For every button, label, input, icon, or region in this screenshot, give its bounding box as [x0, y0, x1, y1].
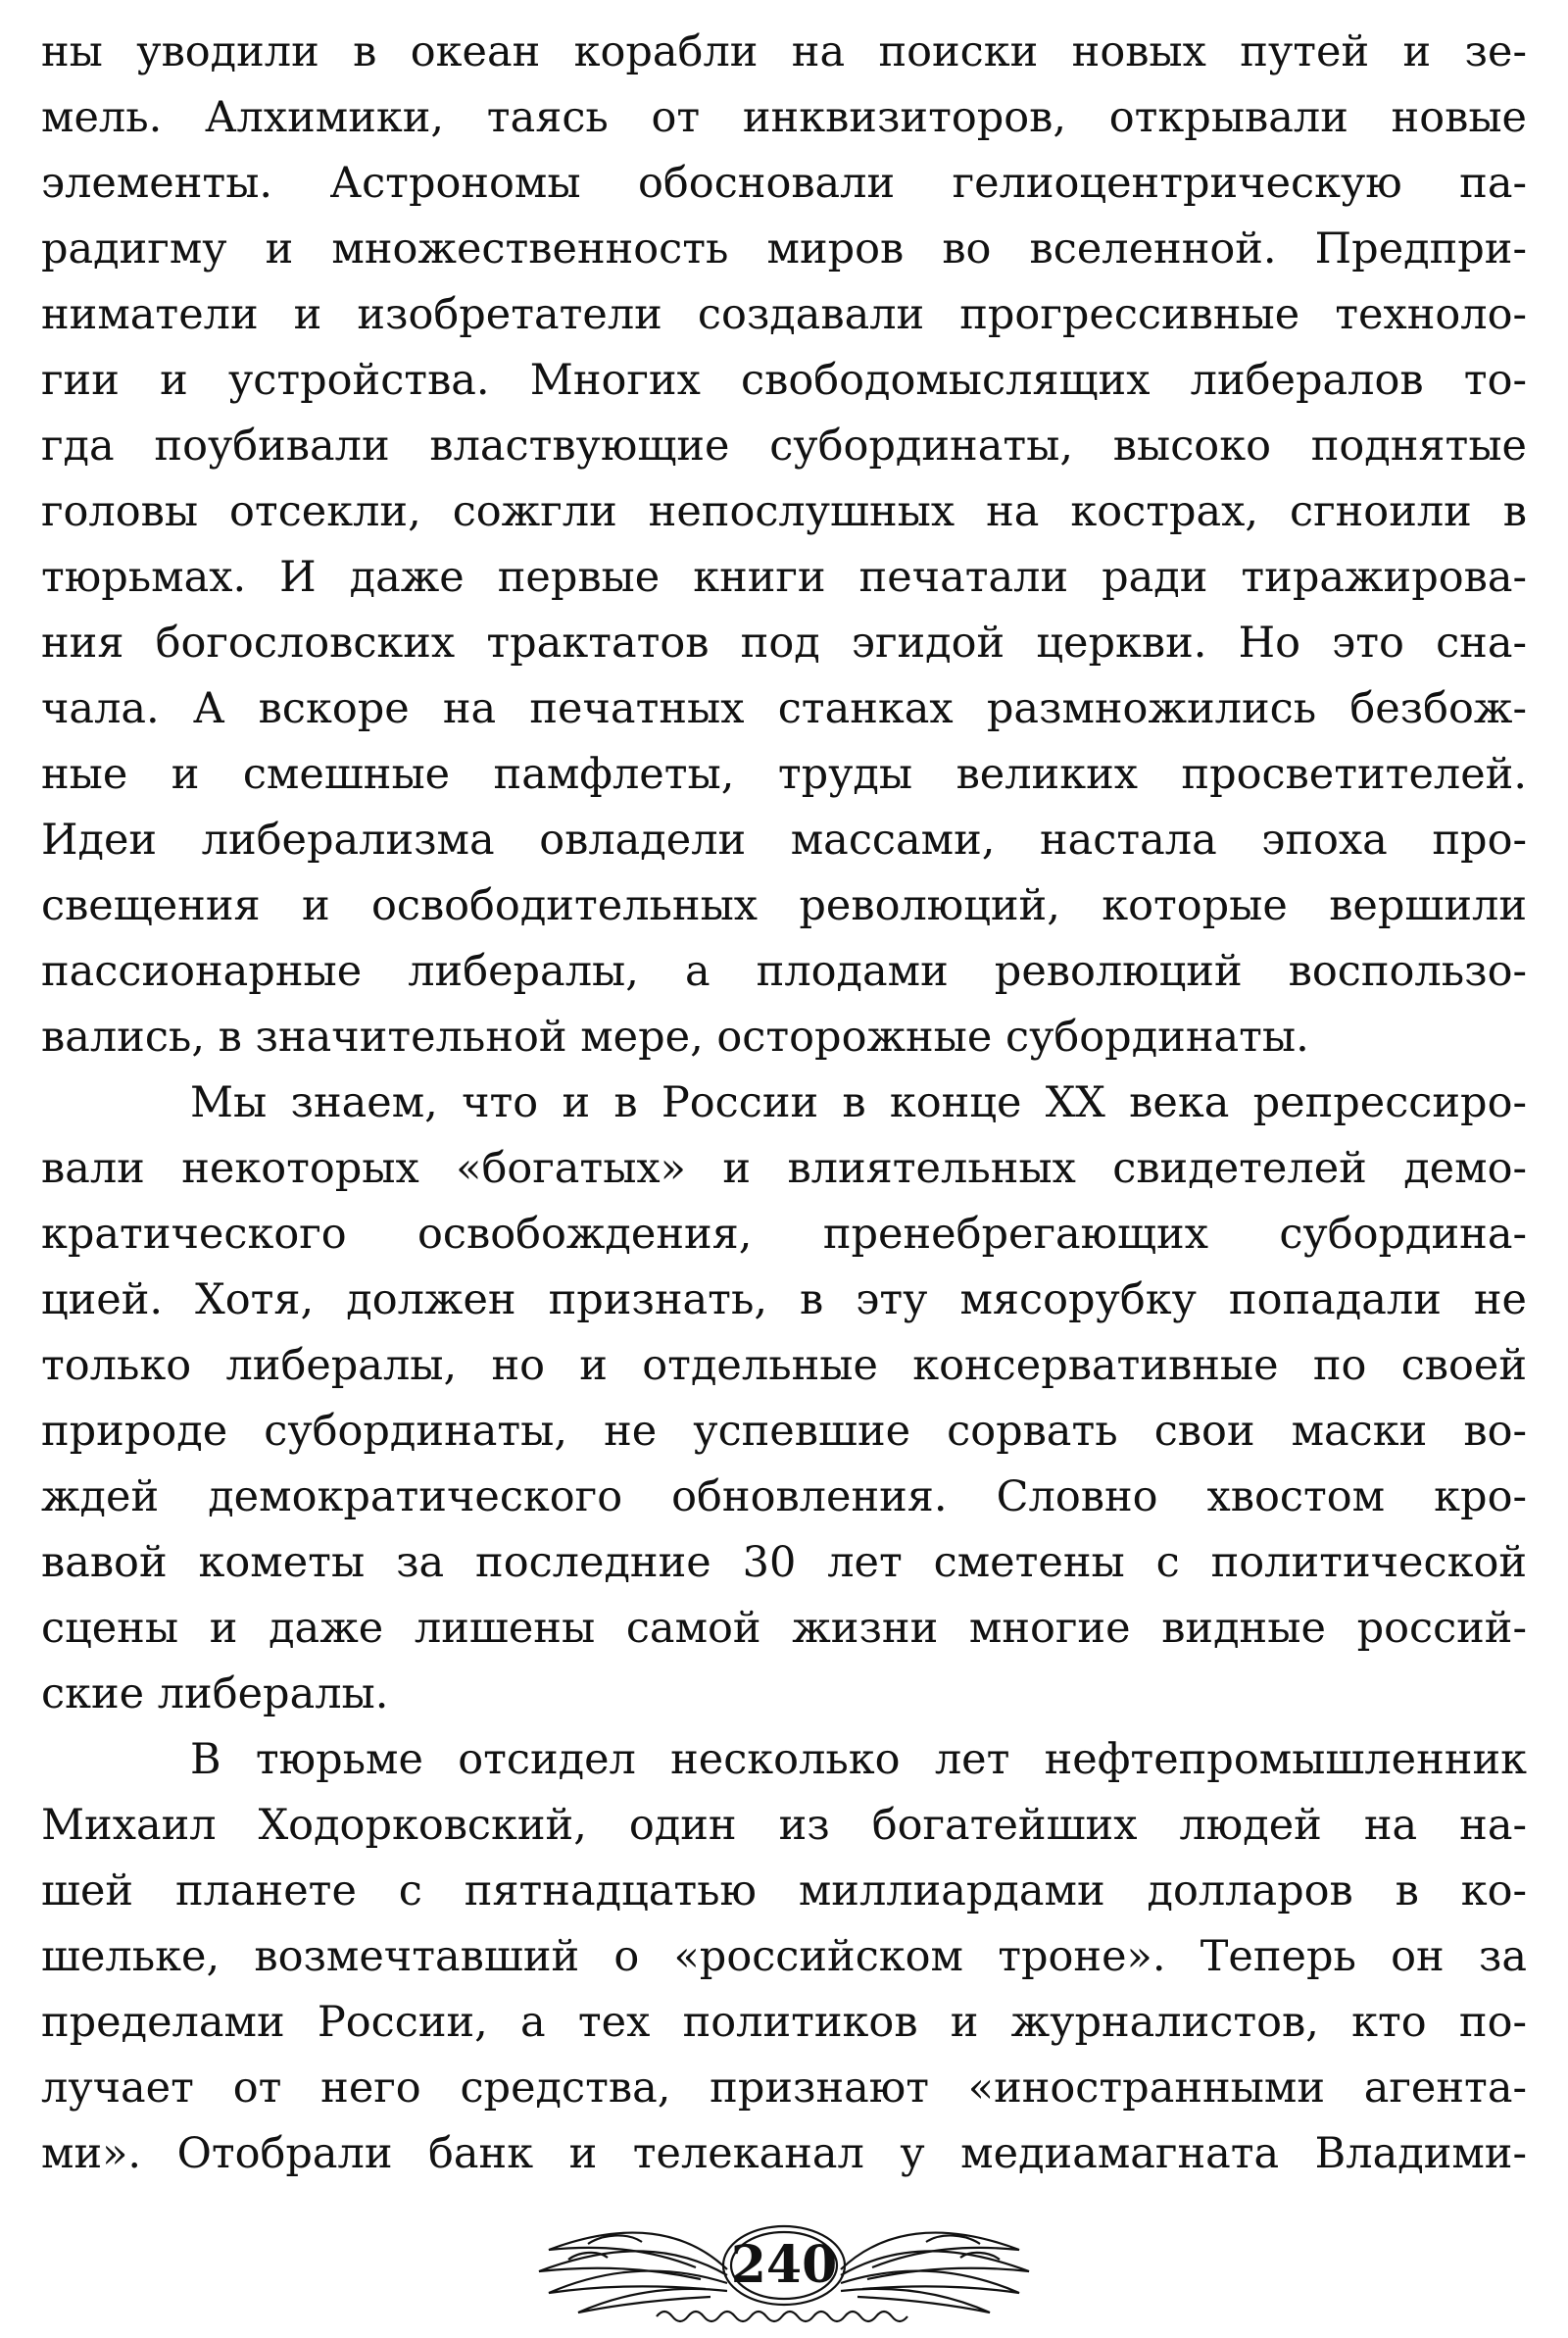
- text-line: В тюрьме отсидел несколько лет нефтепромышленник: [190, 1735, 1527, 1784]
- text-line: шельке, возмечтавший о «российском троне». Теперь он за: [41, 1932, 1527, 1981]
- text-line: ниматели и изобретатели создавали прогрессивные техноло-: [41, 290, 1527, 339]
- text-line: гии и устройства. Многих свободомыслящих либералов то-: [41, 356, 1527, 405]
- text-line: пределами России, а тех политиков и журналистов, кто по-: [41, 1998, 1527, 2047]
- page-footer: [0, 2211, 1568, 2328]
- text-line: ждей демократического обновления. Словно хвостом кро-: [41, 1472, 1527, 1521]
- text-line: цией. Хотя, должен признать, в эту мясорубку попадали не: [41, 1275, 1527, 1324]
- text-line: ные и смешные памфлеты, труды великих просветителей.: [41, 750, 1527, 799]
- text-line: Идеи либерализма овладели массами, настала эпоха про-: [41, 816, 1527, 865]
- paragraph-1: [41, 20, 1527, 1070]
- text-line: сцены и даже лишены самой жизни многие видные россий-: [41, 1604, 1527, 1653]
- text-line: кратического освобождения, пренебрегающих субордина-: [41, 1210, 1527, 1259]
- text-line: природе субординаты, не успевшие сорвать свои маски во-: [41, 1407, 1527, 1456]
- text-line: свещения и освободительных революций, которые вершили: [41, 881, 1527, 930]
- page-text: [41, 20, 1527, 2187]
- text-line: ские либералы.: [41, 1669, 389, 1718]
- text-line: только либералы, но и отдельные консервативные по своей: [41, 1341, 1527, 1390]
- text-line: элементы. Астрономы обосновали гелиоцентрическую па-: [41, 159, 1527, 208]
- text-line: вавой кометы за последние 30 лет сметены с политической: [41, 1538, 1527, 1587]
- text-line: радигму и множественность миров во вселенной. Предпри-: [41, 224, 1527, 274]
- paragraph-3: [41, 1727, 1527, 2187]
- text-line: чала. А вскоре на печатных станках размножились безбож-: [41, 684, 1527, 733]
- page-number: 240: [730, 2235, 838, 2295]
- text-line: ми». Отобрали банк и телеканал у медиамагната Владими-: [41, 2129, 1527, 2178]
- text-line: вались, в значительной мере, осторожные субординаты.: [41, 1013, 1309, 1062]
- text-line: головы отсекли, сожгли непослушных на кострах, сгноили в: [41, 487, 1527, 536]
- text-line: вали некоторых «богатых» и влиятельных свидетелей демо-: [41, 1144, 1527, 1193]
- text-line: мель. Алхимики, таясь от инквизиторов, открывали новые: [41, 93, 1527, 142]
- text-line: тюрьмах. И даже первые книги печатали ради тиражирова-: [41, 553, 1527, 602]
- text-line: шей планете с пятнадцатью миллиардами долларов в ко-: [41, 1866, 1527, 1915]
- text-line: Михаил Ходорковский, один из богатейших людей на на-: [41, 1801, 1527, 1850]
- text-line: ны уводили в океан корабли на поиски новых путей и зе-: [41, 27, 1527, 76]
- text-line: Мы знаем, что и в России в конце XX века репрессиро-: [190, 1078, 1527, 1127]
- text-line: лучает от него средства, признают «иностранными агента-: [41, 2064, 1527, 2113]
- text-line: гда поубивали властвующие субординаты, высоко поднятые: [41, 422, 1527, 471]
- text-line: ния богословских трактатов под эгидой церкви. Но это сна-: [41, 619, 1527, 668]
- text-line: пассионарные либералы, а плодами революций воспользо-: [41, 947, 1527, 996]
- paragraph-2: [41, 1070, 1527, 1727]
